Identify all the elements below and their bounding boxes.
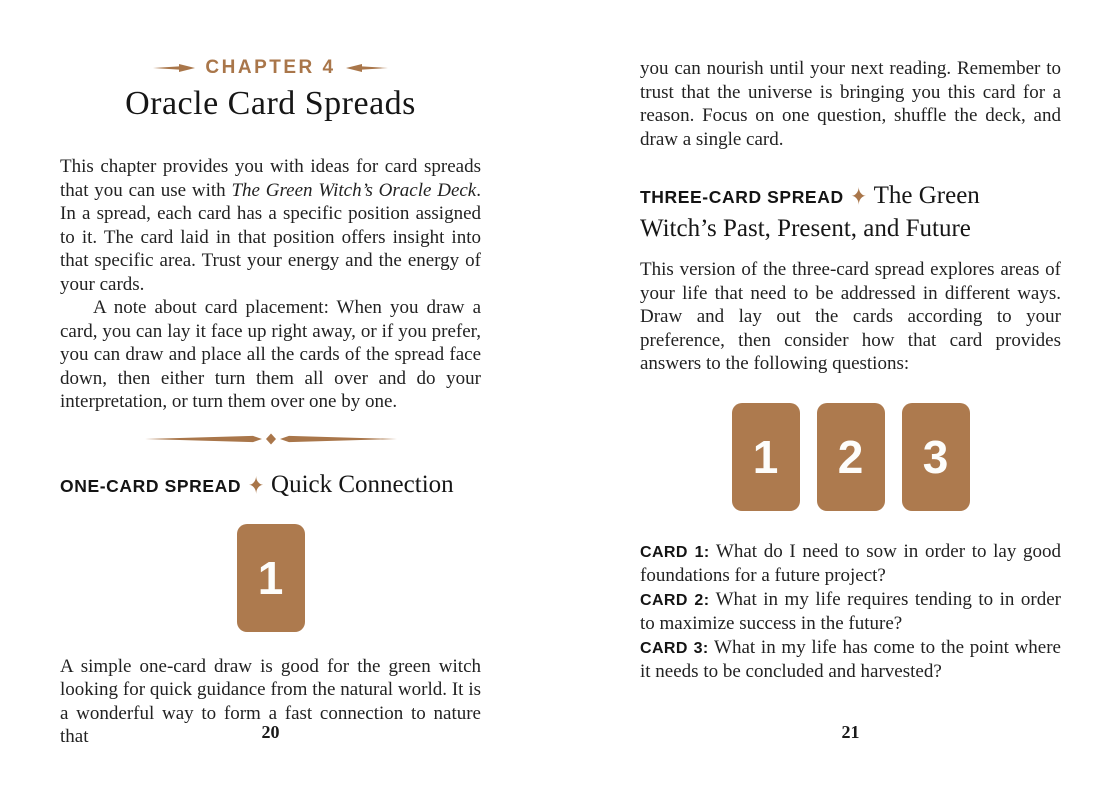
one-card-spread-title: Quick Connection — [271, 470, 454, 498]
one-card-description-paragraph: A simple one-card draw is good for the green witch looking for quick guidance from the natural world. It is a wonderful way to form a fast connection to nature that — [60, 655, 481, 747]
card-number: 1 — [752, 430, 779, 483]
left-page — [60, 57, 481, 749]
page-title: Oracle Card Spreads — [125, 85, 416, 122]
one-card-spread-heading — [60, 470, 481, 503]
card-2-label: CARD 2: — [640, 591, 710, 609]
continuation-paragraph: you can nourish until your next reading. Remember to trust that the universe is bringing you this card for a reason. Focus on one question, shuffle the deck, and draw a single card. — [640, 58, 1061, 150]
three-card-spread-title: The Green Witch’s Past, Present, and Future — [640, 182, 980, 242]
oracle-card-2 — [817, 403, 885, 511]
card-number: 2 — [837, 430, 864, 483]
star-icon: ✦ — [850, 183, 867, 211]
one-card-spread-label: ONE-CARD SPREAD — [60, 475, 242, 496]
three-card-layout — [640, 403, 1061, 511]
one-card-layout — [60, 524, 481, 632]
oracle-card-1 — [237, 524, 305, 632]
card-2-question — [640, 588, 1061, 636]
card-1-question — [640, 540, 1061, 588]
card-3-label: CARD 3: — [640, 639, 709, 657]
card-1-text: What do I need to sow in order to lay good foundations for a future project? — [640, 540, 1061, 586]
card-number: 1 — [257, 551, 284, 604]
section-divider-icon — [145, 432, 397, 446]
star-icon: ✦ — [248, 471, 265, 500]
intro-text-end: . In a spread, each card has a specific position assigned to it. The card laid in that position offers insight into that specific area. Trust your energy and the energy of your cards. — [60, 179, 481, 295]
oracle-card-1 — [732, 403, 800, 511]
three-card-spread-heading — [640, 181, 1061, 247]
intro-paragraph — [60, 155, 481, 296]
chapter-arrow-right-pointing-icon — [153, 62, 195, 74]
card-number: 3 — [922, 430, 949, 483]
three-card-description-paragraph: This version of the three-card spread explores areas of your life that need to be addressed in different ways. Draw and lay out the cards according to your preference, then consider how that card provides answers to the following questions: — [640, 259, 1061, 374]
right-page — [640, 57, 1061, 684]
card-3-question — [640, 636, 1061, 684]
card-2-text: What in my life requires tending to in order to maximize success in the future? — [640, 588, 1061, 634]
right-page-number: 21 — [841, 722, 860, 742]
intro-text-start: This chapter provides you with ideas for card spreads that you can use with — [60, 156, 481, 201]
placement-note-paragraph: A note about card placement: When you draw a card, you can lay it face up right away, or if you prefer, you can draw and place all the cards of the spread face down, then either turn them all over and do your interpretation, or turn them over one by one. — [60, 297, 481, 412]
card-questions-list — [640, 540, 1061, 684]
chapter-header — [60, 57, 481, 79]
card-3-text: What in my life has come to the point where it needs to be concluded and harvested? — [640, 636, 1061, 682]
oracle-card-3 — [902, 403, 970, 511]
book-name-italic: The Green Witch’s Oracle Deck — [231, 179, 477, 201]
card-1-label: CARD 1: — [640, 543, 710, 561]
chapter-label: CHAPTER 4 — [205, 57, 336, 78]
left-page-number: 20 — [261, 722, 280, 742]
three-card-spread-label: THREE-CARD SPREAD — [640, 187, 844, 207]
chapter-arrow-left-pointing-icon — [346, 62, 388, 74]
